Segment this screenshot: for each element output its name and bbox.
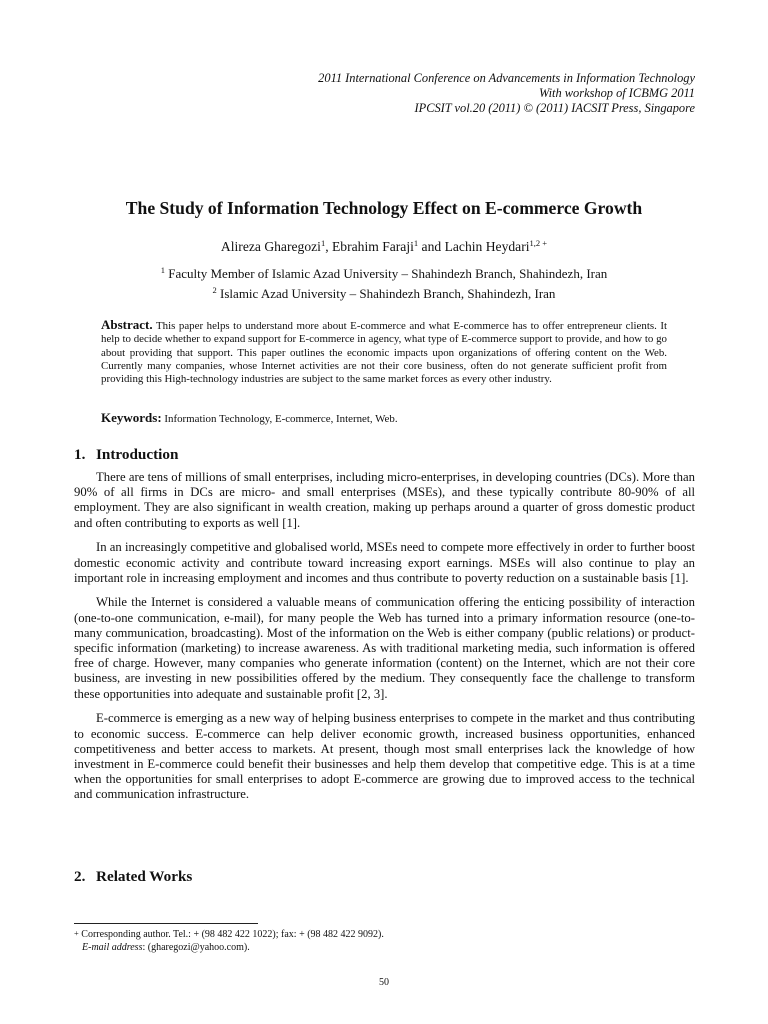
footnote-mark: +	[74, 928, 79, 938]
abstract-label: Abstract.	[101, 317, 153, 332]
author-affil-mark: 1	[320, 238, 326, 248]
paper-title: The Study of Information Technology Effect on E-commerce Growth	[125, 198, 643, 218]
section-heading-related-works	[74, 868, 192, 886]
affiliation-text: Islamic Azad University – Shahindezh Branch, Shahindezh, Iran	[220, 286, 556, 301]
page-number: 50	[379, 977, 389, 988]
conference-header	[318, 71, 695, 116]
footnote-email-label: E-mail address	[82, 942, 143, 953]
affiliation-2	[0, 286, 768, 302]
affiliation-text: Faculty Member of Islamic Azad University – Shahindezh Branch, Shahindezh, Iran	[168, 266, 608, 281]
section-number: 1.	[74, 446, 86, 463]
author-affil-mark: 1	[413, 238, 419, 248]
introduction-body	[74, 470, 695, 812]
section-number: 2.	[74, 868, 86, 885]
affiliation-mark: 1	[160, 265, 165, 275]
author-affil-mark: 1,2 +	[529, 238, 548, 248]
section-heading-introduction	[74, 446, 178, 464]
footnote	[74, 928, 384, 954]
footnote-divider	[74, 923, 258, 924]
header-line-1: 2011 International Conference on Advancements in Information Technology	[318, 71, 695, 85]
affiliation-1	[0, 266, 768, 282]
author-list	[0, 239, 768, 255]
footnote-contact: Corresponding author. Tel.: + (98 482 422 1022); fax: + (98 482 422 9092).	[81, 929, 384, 940]
paragraph: While the Internet is considered a valuable means of communication offering the enticing possibility of interaction (one-to-one communication, e-mail), for many people the Web has turned into a primary information resource (one-to-many communication, broadcasting). Most of the information on the Web is either company (public relations) or product-specific information (marketing) to increase awareness. As with traditional marketing media, such information is offered free of charge. However, many companies who generate information (content) on the Internet, which are not their core business, are investing in new possibilities offered by the medium. They consequently face the challenge to transform these opportunities into adequate and sustainable profit [2, 3].	[74, 595, 695, 701]
keywords-label: Keywords:	[101, 410, 162, 425]
author-name: Ebrahim Faraji	[331, 239, 414, 254]
header-line-2: With workshop of ICBMG 2011	[538, 86, 695, 100]
paragraph: There are tens of millions of small enterprises, including micro-enterprises, in developing countries (DCs). More than 90% of all firms in DCs are micro- and small enterprises (MSEs), and these typically contribute 80-90% of all employment. They are also significant in wealth creation, making up perhaps around a quarter of gross domestic product and often contributing to exports as well [1].	[74, 470, 695, 530]
author-name: Alireza Gharegozi	[220, 239, 321, 254]
affiliation-mark: 2	[212, 285, 217, 295]
section-title: Introduction	[96, 446, 179, 463]
abstract	[101, 318, 667, 386]
author-name: Lachin Heydari	[444, 239, 530, 254]
header-line-3: IPCSIT vol.20 (2011) © (2011) IACSIT Press, Singapore	[414, 101, 695, 115]
abstract-text: This paper helps to understand more about E-commerce and what E-commerce has to offer entrepreneur clients. It help to decide whether to expand support for E-commerce in agency, what type of E-commerce support to provide, and how to go about providing that support. This paper outlines the economic impacts upon organizations of offering content on the Web. Currently many companies, whose Internet activities are not their core business, often do not generate sufficient profit from providing this High-technology industries are subject to the same market forces as every other industry.	[101, 320, 667, 386]
section-title: Related Works	[96, 868, 193, 885]
author-separator: ,	[325, 239, 332, 254]
keywords	[101, 410, 667, 426]
paragraph: In an increasingly competitive and globalised world, MSEs need to compete more effectively in order to further boost domestic economic activity and contribute toward increasing export earnings. MSEs will also continue to play an important role in increasing employment and incomes and thus contribute to poverty reduction on a sustainable basis [1].	[74, 540, 695, 585]
paragraph: E-commerce is emerging as a new way of helping business enterprises to compete in the market and thus contributing to economic success. E-commerce can help deliver economic growth, increased business opportunities, enhanced competitiveness and better access to markets. At present, though most small enterprises lack the knowledge of how investment in E-commerce could benefit their businesses and help them develop that competitive edge. This is at a time when the opportunities for small enterprises to adopt E-commerce are growing due to improved access to the technical and communication infrastructure.	[74, 711, 695, 802]
keywords-text: Information Technology, E-commerce, Internet, Web.	[164, 413, 398, 425]
author-separator: and	[418, 239, 445, 254]
footnote-email: : (gharegozi@yahoo.com).	[142, 942, 250, 953]
